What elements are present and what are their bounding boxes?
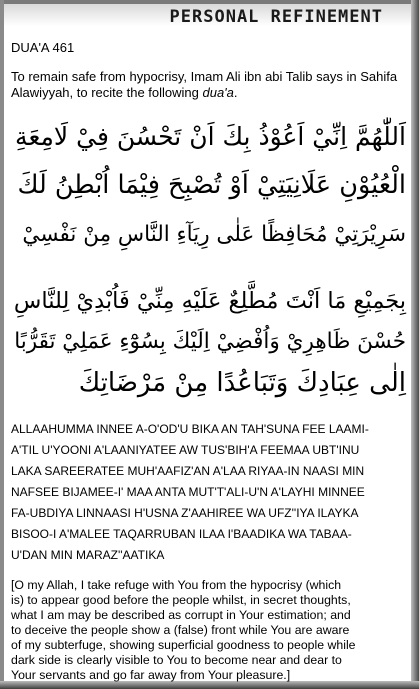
arabic-line-4: بِجَمِيْعِ مَا اَنْتَ مُطَّلِعٌ عَلَيْهِ مِنِّيْ فَاُبْدِيْ لِلنَّاسِ [13,288,406,314]
arabic-line-3: سَرِيْرَتِيْ مُحَافِظًا عَلٰى رِيَآءِ النَّاسِ مِنْ نَفْسِيْ [22,222,406,247]
transliteration-line: NAFSEE BIJAMEE-I' MAA ANTA MUT'T'ALI-U'N A'LAYHI MINNEE [11,485,365,499]
intro-italic-term: dua'a [202,85,234,100]
arabic-line-2: الْعُيُوْنِ عَلَانِيَتِيْ اَوْ تُصْبِحَ فِيْمَا اُبْطِنُ لَكَ [17,170,406,200]
translation-line: what I am may be described as corrupt in Your estimation; and [11,608,351,622]
intro-end: . [233,85,238,100]
intro-text: To remain safe from hypocrisy, Imam Ali ibn abi Talib says in Sahifa Alawiyyah, to recite the following [11,69,398,100]
translation-line: [O my Allah, I take refuge with You from the hypocrisy (which [11,578,342,592]
arabic-line-6: اِلٰى عِبَادِكَ وَتَبَاعُدًا مِنْ مَرْضَاتِكَ [78,368,406,398]
transliteration-line: U'DAN MIN MARAZ''AATIKA [11,548,165,562]
transliteration-block [11,419,407,566]
section-title: PERSONAL REFINEMENT [169,7,383,27]
frame-border-right [411,0,419,689]
translation-line: of my subterfuge, showing superficial goodness to people while [11,638,356,652]
header-bar [4,4,411,26]
frame-border-left [0,0,4,689]
translation-line: to deceive the people show a (false) front while You are aware [11,623,350,637]
translation-block [11,578,407,683]
transliteration-line: LAKA SAREERATEE MUH'AAFIZ'AN A'LAA RIYAA-IN NAASI MIN [11,464,365,478]
transliteration-line: ALLAAHUMMA INNEE A-O'OD'U BIKA AN TAH'SUNA FEE LAAMI- [11,422,369,436]
dua-number: DUA'A 461 [11,40,75,55]
arabic-line-5: حُسْنَ ظَاهِرِيْ وَاُفْضِيْ اِلَيْكَ بِسُوْٓءِ عَمَلِيْ تَقَرُّبًا [14,329,406,354]
transliteration-line: BISOO-I A'MALEE TAQARRUBAN ILAA I'BAADIKA WA TABAA- [11,527,352,541]
translation-line: dark side is clearly visible to You to become near and dear to [11,653,342,667]
intro-paragraph [11,69,407,101]
transliteration-line: FA-UBDIYA LINNAASI H'USNA Z'AAHIREE WA UFZ''IYA ILAYKA [11,506,359,520]
arabic-line-1: اَللّٰهُمَّ اِنِّيْ اَعُوْذُ بِكَ اَنْ تَحْسُنَ فِيْ لَامِعَةِ [15,122,406,151]
transliteration-line: A'TIL U'YOONI A'LAANIYATEE AW TUS'BIH'A FEEMAA UBT'INU [11,443,360,457]
translation-line: is) to appear good before the people whilst, in secret thoughts, [11,593,351,607]
translation-line: Your servants and go far away from Your pleasure.] [11,668,291,682]
